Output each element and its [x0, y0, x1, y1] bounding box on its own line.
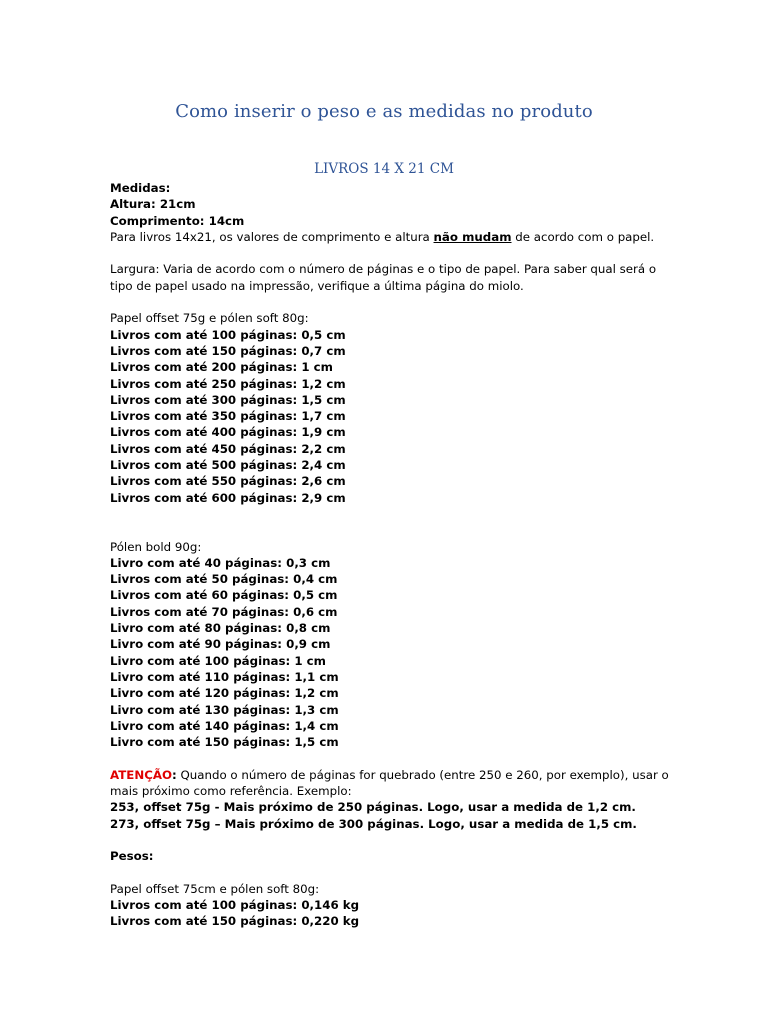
offset-list-item: Livros com até 550 páginas: 2,6 cm — [110, 474, 346, 489]
offset-list-item: Livros com até 350 páginas: 1,7 cm — [110, 409, 346, 424]
polen-heading: Pólen bold 90g: — [110, 539, 202, 554]
polen-list-item: Livro com até 150 páginas: 1,5 cm — [110, 735, 339, 750]
polen-list-item: Livro com até 80 páginas: 0,8 cm — [110, 621, 331, 636]
atencao-colon: : — [172, 767, 177, 782]
offset-list — [110, 327, 670, 506]
note-underline: não mudam — [433, 229, 512, 244]
polen-list — [110, 555, 670, 751]
offset-list-item: Livros com até 150 páginas: 0,7 cm — [110, 343, 346, 358]
largura-paragraph — [110, 261, 670, 294]
offset-list-item: Livros com até 450 páginas: 2,2 cm — [110, 441, 346, 456]
polen-list-item: Livro com até 90 páginas: 0,9 cm — [110, 637, 331, 652]
atencao-example-2: 273, offset 75g – Mais próximo de 300 páginas. Logo, usar a medida de 1,5 cm. — [110, 816, 637, 831]
medidas-note — [110, 229, 670, 245]
altura-line: Altura: 21cm — [110, 197, 196, 212]
offset-list-item: Livros com até 300 páginas: 1,5 cm — [110, 392, 346, 407]
offset-heading: Papel offset 75g e pólen soft 80g: — [110, 311, 309, 326]
pesos-subheading: Papel offset 75cm e pólen soft 80g: — [110, 881, 320, 896]
pesos-heading: Pesos: — [110, 849, 154, 864]
polen-list-item: Livro com até 40 páginas: 0,3 cm — [110, 555, 331, 570]
note-before: Para livros 14x21, os valores de comprimento e altura — [110, 229, 434, 244]
polen-list-item: Livro com até 130 páginas: 1,3 cm — [110, 702, 339, 717]
offset-list-item: Livros com até 400 páginas: 1,9 cm — [110, 425, 346, 440]
page-title: Como inserir o peso e as medidas no produto — [175, 101, 593, 122]
note-after: de acordo com o papel. — [511, 229, 655, 244]
atencao-paragraph — [110, 767, 670, 800]
largura-label: Largura: — [110, 262, 160, 277]
polen-list-item: Livros com até 50 páginas: 0,4 cm — [110, 572, 338, 587]
offset-list-item: Livros com até 200 páginas: 1 cm — [110, 360, 333, 375]
atencao-label: ATENÇÃO — [110, 767, 173, 782]
pesos-list — [110, 897, 670, 930]
polen-list-item: Livro com até 120 páginas: 1,2 cm — [110, 686, 339, 701]
pesos-list-item: Livros com até 100 páginas: 0,146 kg — [110, 898, 360, 913]
polen-list-item: Livros com até 60 páginas: 0,5 cm — [110, 588, 338, 603]
atencao-example-1: 253, offset 75g - Mais próximo de 250 páginas. Logo, usar a medida de 1,2 cm. — [110, 800, 636, 815]
section-subtitle: LIVROS 14 X 21 CM — [314, 161, 454, 177]
offset-list-item: Livros com até 100 páginas: 0,5 cm — [110, 327, 346, 342]
document-body — [110, 180, 670, 930]
comprimento-line: Comprimento: 14cm — [110, 213, 245, 228]
polen-list-item: Livro com até 100 páginas: 1 cm — [110, 653, 326, 668]
atencao-text: Quando o número de páginas for quebrado (entre 250 e 260, por exemplo), usar o mais próximo como referência. Exemplo: — [110, 767, 669, 798]
polen-list-item: Livros com até 70 páginas: 0,6 cm — [110, 604, 338, 619]
offset-list-item: Livros com até 500 páginas: 2,4 cm — [110, 458, 346, 473]
pesos-list-item: Livros com até 150 páginas: 0,220 kg — [110, 914, 360, 929]
medidas-heading: Medidas: — [110, 181, 171, 195]
offset-list-item: Livros com até 600 páginas: 2,9 cm — [110, 490, 346, 505]
largura-text: Varia de acordo com o número de páginas e o tipo de papel. Para saber qual será o tipo de papel usado na impressão, verifique a última página do miolo. — [110, 262, 657, 293]
polen-list-item: Livro com até 140 páginas: 1,4 cm — [110, 718, 339, 733]
polen-list-item: Livro com até 110 páginas: 1,1 cm — [110, 669, 339, 684]
offset-list-item: Livros com até 250 páginas: 1,2 cm — [110, 376, 346, 391]
